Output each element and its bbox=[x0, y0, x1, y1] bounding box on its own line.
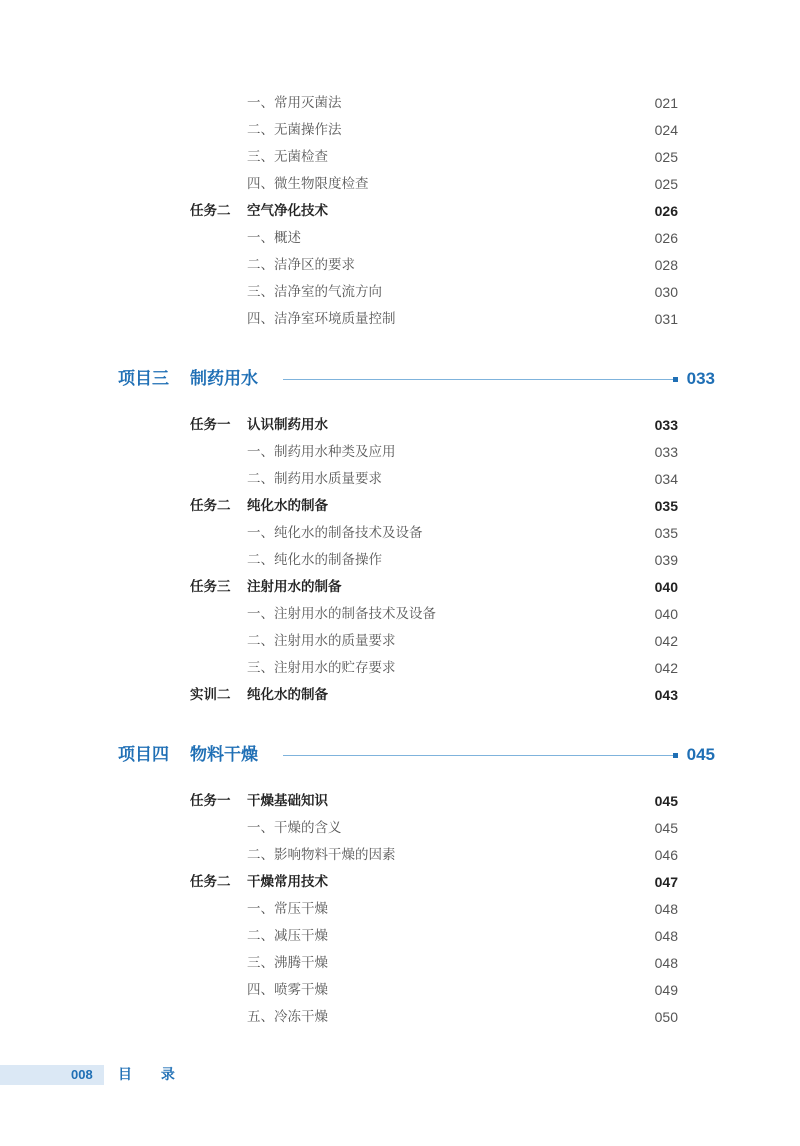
entry-page: 049 bbox=[654, 982, 678, 998]
entry-title: 二、注射用水的质量要求 bbox=[247, 633, 396, 649]
page-footer bbox=[0, 1065, 800, 1087]
leader-line bbox=[283, 379, 674, 380]
entry-title: 二、制药用水质量要求 bbox=[247, 471, 382, 487]
toc-task-entry[interactable] bbox=[0, 871, 800, 893]
entry-page: 031 bbox=[654, 311, 678, 327]
entry-page: 033 bbox=[654, 444, 678, 460]
project-title: 制药用水 bbox=[190, 369, 258, 389]
training-page: 043 bbox=[654, 687, 678, 703]
footer-page-number: 008 bbox=[71, 1067, 93, 1082]
entry-title: 三、注射用水的贮存要求 bbox=[247, 660, 396, 676]
toc-entry[interactable] bbox=[0, 173, 800, 195]
entry-page: 034 bbox=[654, 471, 678, 487]
entry-page: 045 bbox=[654, 820, 678, 836]
entry-page: 042 bbox=[654, 660, 678, 676]
entry-title: 三、洁净室的气流方向 bbox=[247, 284, 382, 300]
entry-title: 二、纯化水的制备操作 bbox=[247, 552, 382, 568]
entry-title: 一、常用灭菌法 bbox=[247, 95, 342, 111]
entry-title: 三、无菌检查 bbox=[247, 149, 328, 165]
toc-entry[interactable] bbox=[0, 119, 800, 141]
toc-entry[interactable] bbox=[0, 657, 800, 679]
entry-page: 042 bbox=[654, 633, 678, 649]
task-label: 任务三 bbox=[190, 579, 231, 595]
footer-title: 目 录 bbox=[118, 1067, 187, 1083]
entry-page: 021 bbox=[654, 95, 678, 111]
toc-training-entry[interactable] bbox=[0, 684, 800, 706]
toc-entry[interactable] bbox=[0, 952, 800, 974]
toc-entry[interactable] bbox=[0, 92, 800, 114]
task-label: 任务一 bbox=[190, 417, 231, 433]
task-page: 047 bbox=[654, 874, 678, 890]
toc-task-entry[interactable] bbox=[0, 495, 800, 517]
toc-entry[interactable] bbox=[0, 1006, 800, 1028]
entry-title: 三、沸腾干燥 bbox=[247, 955, 328, 971]
toc-entry[interactable] bbox=[0, 146, 800, 168]
project-heading[interactable] bbox=[0, 364, 800, 394]
entry-title: 一、纯化水的制备技术及设备 bbox=[247, 525, 423, 541]
entry-title: 四、洁净室环境质量控制 bbox=[247, 311, 396, 327]
toc-entry[interactable] bbox=[0, 603, 800, 625]
entry-title: 二、影响物料干燥的因素 bbox=[247, 847, 396, 863]
entry-page: 039 bbox=[654, 552, 678, 568]
project-label: 项目四 bbox=[118, 745, 169, 765]
entry-page: 025 bbox=[654, 149, 678, 165]
toc-entry[interactable] bbox=[0, 281, 800, 303]
toc-entry[interactable] bbox=[0, 979, 800, 1001]
entry-title: 四、微生物限度检查 bbox=[247, 176, 369, 192]
toc-task-entry[interactable] bbox=[0, 200, 800, 222]
project-heading[interactable] bbox=[0, 740, 800, 770]
entry-title: 五、冷冻干燥 bbox=[247, 1009, 328, 1025]
task-label: 任务二 bbox=[190, 203, 231, 219]
task-label: 任务二 bbox=[190, 874, 231, 890]
task-page: 033 bbox=[654, 417, 678, 433]
entry-title: 二、洁净区的要求 bbox=[247, 257, 355, 273]
toc-task-entry[interactable] bbox=[0, 576, 800, 598]
task-page: 026 bbox=[654, 203, 678, 219]
toc-entry[interactable] bbox=[0, 925, 800, 947]
entry-page: 026 bbox=[654, 230, 678, 246]
task-title: 纯化水的制备 bbox=[247, 498, 328, 514]
task-page: 035 bbox=[654, 498, 678, 514]
toc-entry[interactable] bbox=[0, 468, 800, 490]
task-title: 空气净化技术 bbox=[247, 203, 328, 219]
entry-page: 028 bbox=[654, 257, 678, 273]
entry-page: 040 bbox=[654, 606, 678, 622]
toc-task-entry[interactable] bbox=[0, 790, 800, 812]
toc-entry[interactable] bbox=[0, 254, 800, 276]
entry-title: 一、常压干燥 bbox=[247, 901, 328, 917]
entry-page: 048 bbox=[654, 901, 678, 917]
leader-line bbox=[283, 755, 674, 756]
toc-entry[interactable] bbox=[0, 549, 800, 571]
entry-page: 046 bbox=[654, 847, 678, 863]
entry-page: 035 bbox=[654, 525, 678, 541]
task-label: 任务二 bbox=[190, 498, 231, 514]
entry-title: 四、喷雾干燥 bbox=[247, 982, 328, 998]
project-page: 045 bbox=[686, 745, 715, 764]
task-label: 任务一 bbox=[190, 793, 231, 809]
project-label: 项目三 bbox=[118, 369, 169, 389]
entry-title: 一、干燥的含义 bbox=[247, 820, 342, 836]
entry-title: 一、制药用水种类及应用 bbox=[247, 444, 396, 460]
entry-page: 048 bbox=[654, 955, 678, 971]
task-title: 干燥基础知识 bbox=[247, 793, 328, 809]
toc-entry[interactable] bbox=[0, 522, 800, 544]
task-title: 注射用水的制备 bbox=[247, 579, 342, 595]
toc-entry[interactable] bbox=[0, 308, 800, 330]
training-label: 实训二 bbox=[190, 687, 231, 703]
toc-entry[interactable] bbox=[0, 227, 800, 249]
toc-entry[interactable] bbox=[0, 630, 800, 652]
task-title: 干燥常用技术 bbox=[247, 874, 328, 890]
entry-page: 025 bbox=[654, 176, 678, 192]
training-title: 纯化水的制备 bbox=[247, 687, 328, 703]
leader-dot bbox=[673, 377, 678, 382]
entry-title: 二、无菌操作法 bbox=[247, 122, 342, 138]
entry-page: 048 bbox=[654, 928, 678, 944]
toc-entry[interactable] bbox=[0, 898, 800, 920]
toc-entry[interactable] bbox=[0, 817, 800, 839]
project-title: 物料干燥 bbox=[190, 745, 258, 765]
toc-entry[interactable] bbox=[0, 844, 800, 866]
toc-task-entry[interactable] bbox=[0, 414, 800, 436]
task-page: 045 bbox=[654, 793, 678, 809]
entry-page: 050 bbox=[654, 1009, 678, 1025]
entry-page: 030 bbox=[654, 284, 678, 300]
project-page: 033 bbox=[686, 369, 715, 388]
task-page: 040 bbox=[654, 579, 678, 595]
leader-dot bbox=[673, 753, 678, 758]
toc-entry[interactable] bbox=[0, 441, 800, 463]
entry-title: 一、注射用水的制备技术及设备 bbox=[247, 606, 436, 622]
task-title: 认识制药用水 bbox=[247, 417, 328, 433]
entry-page: 024 bbox=[654, 122, 678, 138]
entry-title: 二、减压干燥 bbox=[247, 928, 328, 944]
entry-title: 一、概述 bbox=[247, 230, 301, 246]
